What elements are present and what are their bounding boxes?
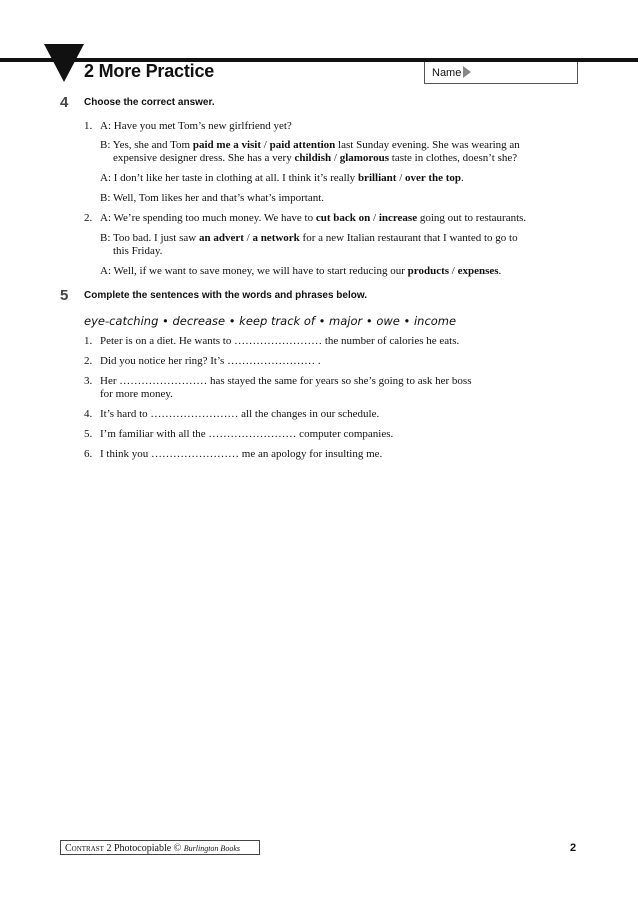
dialogue-line [100, 212, 526, 225]
sentence-line: Did you notice her ring? It’s …………………… . [100, 355, 321, 367]
answer-option: cut back on [315, 212, 371, 224]
item-number: 5. [84, 428, 93, 440]
dialogue-line [100, 172, 464, 185]
answer-option: over the top [405, 172, 462, 184]
exercise-number: 4 [60, 94, 69, 111]
footer-copyright [60, 840, 260, 855]
arrow-right-icon [463, 66, 471, 78]
line-text: / [370, 212, 379, 224]
dialogue-line [100, 232, 518, 245]
answer-option: glamorous [339, 152, 390, 164]
page-number: 2 [570, 842, 577, 854]
dialogue-line [113, 245, 162, 258]
dialogue-line [100, 120, 292, 133]
exercise-instruction: Choose the correct answer. [84, 97, 215, 108]
answer-option: paid me a visit [192, 139, 262, 151]
item-number: 3. [84, 375, 93, 387]
answer-option: childish [294, 152, 332, 164]
line-text: for a new Italian restaurant that I wanted to go to [299, 232, 518, 244]
line-text: taste in clothes, doesn’t she? [389, 152, 518, 164]
item-number: 6. [84, 448, 93, 460]
item-number: 4. [84, 408, 93, 420]
word-bank: eye-catching • decrease • keep track of • major • owe • income [84, 314, 457, 328]
line-text: expensive designer dress. She has a very [113, 152, 295, 164]
exercise-number: 5 [60, 287, 69, 304]
line-text: / [261, 139, 270, 151]
answer-option: brilliant [357, 172, 397, 184]
line-text: B: Too bad. I just saw [100, 232, 199, 244]
name-label: Name [432, 67, 462, 79]
answer-option: an advert [198, 232, 244, 244]
footer-text: 2 Photocopiable © [103, 843, 184, 854]
line-text: this Friday. [113, 245, 163, 257]
exercise-instruction: Complete the sentences with the words and phrases below. [84, 290, 368, 301]
line-text: last Sunday evening. She was wearing an [335, 139, 520, 151]
sentence-line: I’m familiar with all the …………………… computer companies. [100, 428, 394, 440]
line-text: / [449, 265, 458, 277]
item-number: 2. [84, 355, 93, 367]
answer-option: expenses [457, 265, 499, 277]
line-text: / [331, 152, 340, 164]
answer-option: increase [378, 212, 418, 224]
sentence-line: Her …………………… has stayed the same for years so she’s going to ask her boss [100, 375, 472, 387]
sentence-line: It’s hard to …………………… all the changes in our schedule. [100, 408, 380, 420]
line-text: A: Well, if we want to save money, we will have to start reducing our [100, 265, 408, 277]
sentence-line: for more money. [100, 388, 173, 400]
sentence-line: I think you …………………… me an apology for insulting me. [100, 448, 383, 460]
line-text: A: We’re spending too much money. We have to [100, 212, 316, 224]
line-text: B: Well, Tom likes her and that’s what’s important. [100, 192, 325, 204]
item-number: 1. [84, 335, 93, 347]
dialogue-line [100, 192, 324, 205]
line-text: . [498, 265, 502, 277]
item-number: 2. [84, 212, 93, 224]
dialogue-line [100, 139, 520, 152]
name-field[interactable] [424, 62, 578, 84]
line-text: B: Yes, she and Tom [100, 139, 193, 151]
line-text: . [461, 172, 464, 184]
line-text: / [243, 232, 253, 244]
page-title: 2 More Practice [84, 61, 215, 81]
triangle-marker-icon [44, 44, 84, 82]
item-number: 1. [84, 120, 93, 132]
line-text: A: Have you met Tom’s new girlfriend yet? [100, 120, 292, 132]
dialogue-line [100, 265, 501, 278]
sentence-line: Peter is on a diet. He wants to …………………… the number of calories he eats. [100, 335, 460, 347]
line-text: going out to restaurants. [417, 212, 527, 224]
dialogue-line [113, 152, 517, 165]
footer-publisher: Burlington Books [183, 844, 240, 853]
answer-option: paid attention [269, 139, 336, 151]
answer-option: a network [252, 232, 300, 244]
footer-brand: Contrast [65, 843, 104, 854]
line-text: / [396, 172, 406, 184]
line-text: A: I don’t like her taste in clothing at all. I think it’s really [100, 172, 358, 184]
answer-option: products [407, 265, 450, 277]
